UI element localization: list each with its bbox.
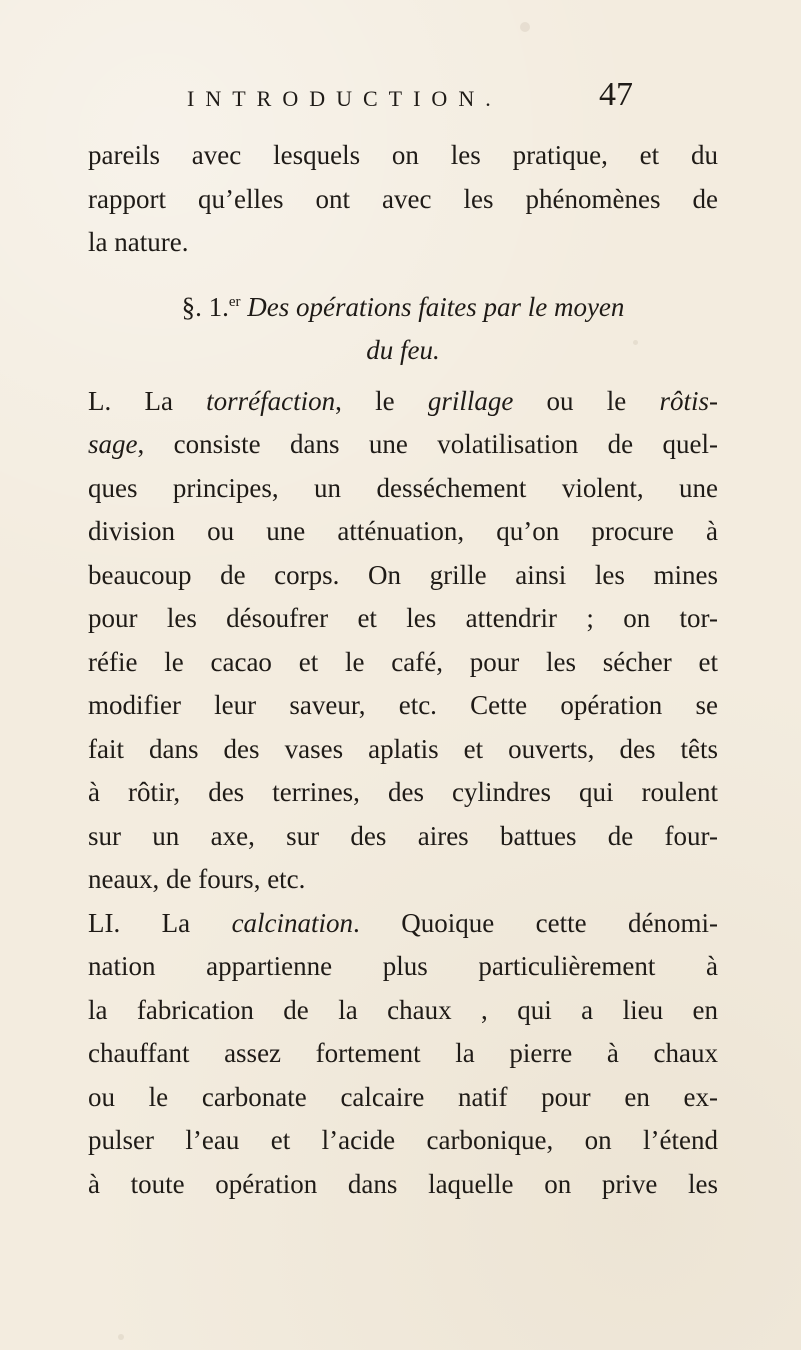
paragraph-line [88, 425, 718, 463]
paragraph-line [88, 904, 718, 942]
line-text: chauffant assez fortement la pierre à chaux [88, 1038, 718, 1068]
term-grillage: grillage [427, 386, 514, 416]
line-text: réfie le cacao et le café, pour les sécher et [88, 647, 718, 677]
line-text: , le [335, 386, 428, 416]
line-text: division ou une atténuation, qu’on procure à [88, 516, 718, 546]
line-text: nation appartienne plus particulièrement à [88, 951, 718, 981]
paragraph-line [88, 817, 718, 855]
line-text: fait dans des vases aplatis et ouverts, des têts [88, 734, 718, 764]
line-text: ques principes, un desséchement violent, une [88, 473, 718, 503]
line-text: beaucoup de corps. On grille ainsi les mines [88, 560, 718, 590]
line-text: sur un axe, sur des aires battues de four- [88, 821, 718, 851]
paper-stain [118, 1334, 124, 1340]
paragraph-line [88, 1078, 718, 1116]
line-text: la fabrication de la chaux , qui a lieu en [88, 995, 718, 1025]
paragraph-line [88, 730, 718, 768]
section-heading [88, 288, 718, 326]
paragraph-line [88, 947, 718, 985]
paragraph-line [88, 773, 718, 811]
section-heading-line-2 [88, 331, 718, 369]
line-text: . Quoique cette dénomi- [353, 908, 718, 938]
paragraph-marker: LI. La [88, 908, 232, 938]
line-text: à rôtir, des terrines, des cylindres qui roulent [88, 777, 718, 807]
paragraph-line [88, 686, 718, 724]
paragraph-line [88, 599, 718, 637]
text-line [88, 223, 718, 261]
section-superscript: er [228, 294, 241, 310]
line-text: , consiste dans une volatilisation de quel- [137, 429, 718, 459]
paragraph-line [88, 382, 718, 420]
line-text: neaux, de fours, etc. [88, 864, 306, 894]
line-text: pour les désoufrer et les attendrir ; on tor- [88, 603, 718, 633]
line-text: pareils avec lesquels on les pratique, et du [88, 140, 718, 170]
term-rotissage-end: sage [88, 429, 138, 459]
paragraph-line [88, 512, 718, 550]
line-text: rapport qu’elles ont avec les phénomènes de [88, 184, 718, 214]
term-rotissage: rôtis- [659, 386, 718, 416]
paragraph-line [88, 991, 718, 1029]
paragraph-line [88, 469, 718, 507]
section-prefix: §. 1. [181, 292, 229, 322]
section-title: Des opérations faites par le moyen [247, 292, 625, 322]
paragraph-line [88, 556, 718, 594]
term-torrefaction: torréfaction [206, 386, 336, 416]
paragraph-line [88, 860, 718, 898]
line-text: ou le [513, 386, 660, 416]
paragraph-line [88, 1165, 718, 1203]
line-text: ou le carbonate calcaire natif pour en ex- [88, 1082, 718, 1112]
page-number: 47 [599, 76, 633, 113]
running-head: INTRODUCTION. [187, 86, 502, 111]
paragraph-line [88, 1121, 718, 1159]
text-line [88, 180, 718, 218]
line-text: la nature. [88, 227, 189, 257]
term-calcination: calcination [231, 908, 354, 938]
page-header [187, 76, 687, 116]
text-line [88, 136, 718, 174]
paragraph-marker: L. La [88, 386, 207, 416]
paragraph-line [88, 1034, 718, 1072]
line-text: à toute opération dans laquelle on prive les [88, 1169, 718, 1199]
section-title-continued: du feu. [366, 335, 440, 365]
paper-stain [520, 22, 530, 32]
line-text: pulser l’eau et l’acide carbonique, on l’étend [88, 1125, 718, 1155]
line-text: modifier leur saveur, etc. Cette opération se [88, 690, 718, 720]
paragraph-line [88, 643, 718, 681]
